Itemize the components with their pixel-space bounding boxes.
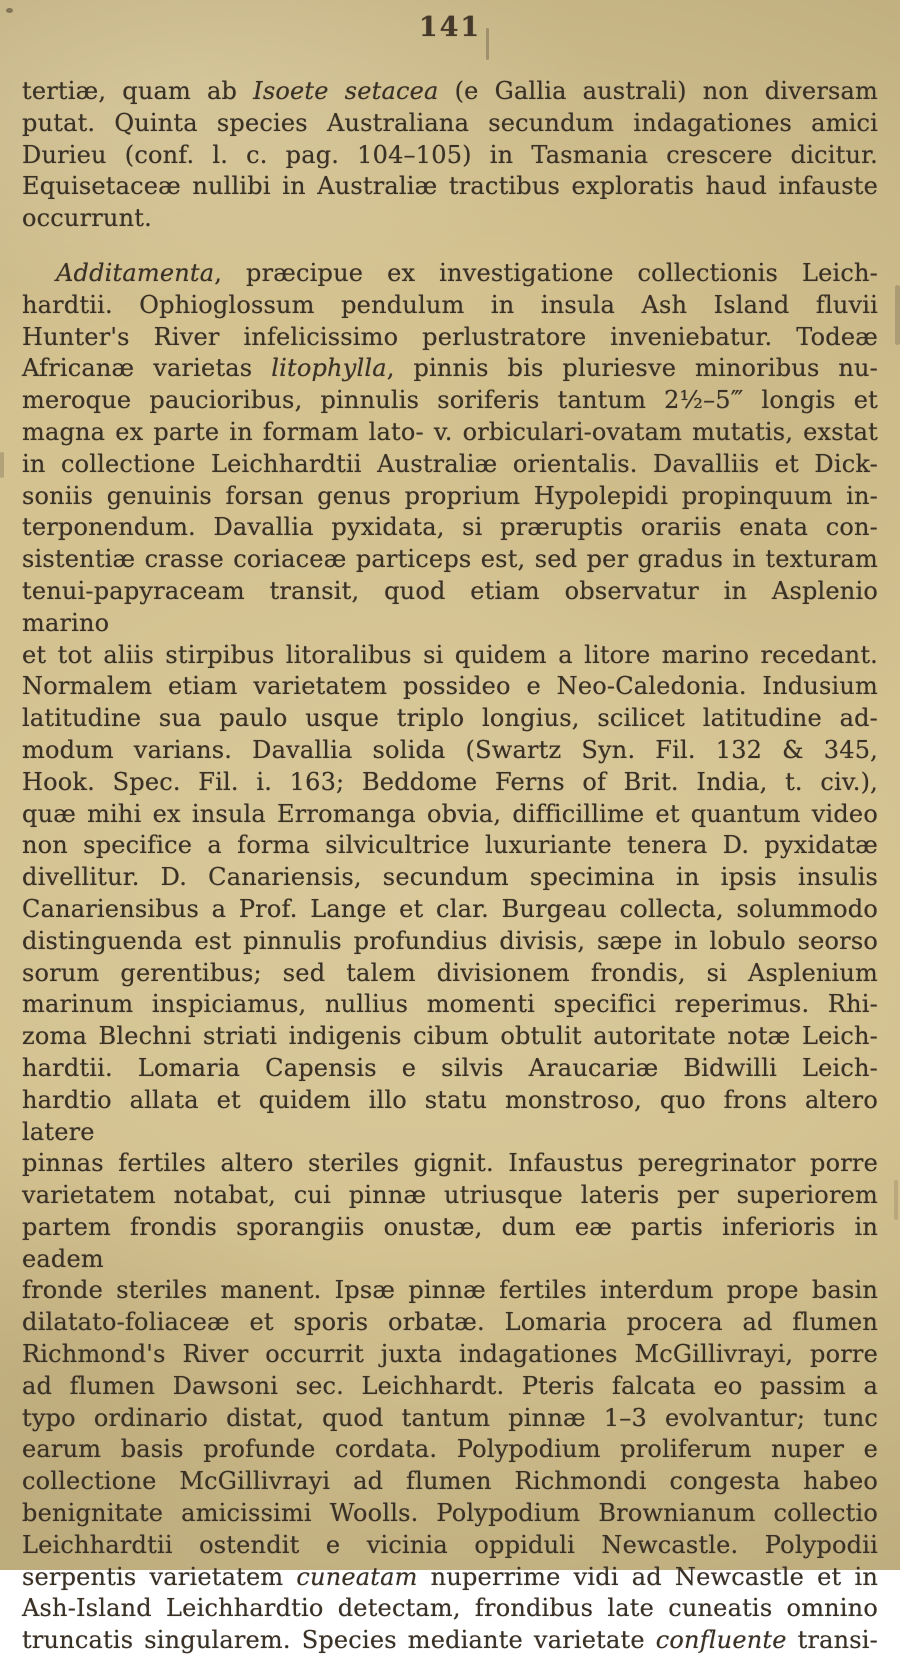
text-line [22, 767, 878, 799]
italic-text: litophylla [271, 354, 387, 383]
text-line [22, 1212, 878, 1276]
text-line [22, 171, 878, 203]
text-line [22, 735, 878, 767]
text-line [22, 703, 878, 735]
text-line [22, 512, 878, 544]
body-text: putat. Quinta species Australiana secundum indagationes amici [22, 108, 878, 137]
body-text: hardtio allata et quidem illo statu monstroso, quo frons altero latere [22, 1085, 878, 1146]
text-line [22, 1371, 878, 1403]
text-line [22, 862, 878, 894]
text-line [22, 926, 878, 958]
paragraph [22, 258, 878, 1657]
page-number: 141 [418, 12, 482, 43]
text-line [22, 1148, 878, 1180]
text-line [22, 1498, 878, 1530]
body-text: Durieu (conf. l. c. pag. 104–105) in Tasmania crescere dicitur. [22, 140, 878, 169]
body-text: truncatis singularem. Species mediante varietate [22, 1626, 656, 1655]
body-text: Hook. Spec. Fil. i. 163; Beddome Ferns of Brit. India, t. civ.), [22, 767, 878, 796]
text-line [22, 385, 878, 417]
body-text: hardtii. Ophioglossum pendulum in insula Ash Island fluvii [22, 290, 878, 319]
text-line [22, 140, 878, 172]
text-line [22, 1530, 878, 1562]
body-text: , præcipue ex investigatione collectionis Leich- [214, 258, 878, 287]
body-text: hardtii. Lomaria Capensis e silvis Araucariæ Bidwilli Leich- [22, 1053, 878, 1082]
body-text: marinum inspiciamus, nullius momenti specifici reperimus. Rhi- [22, 990, 878, 1019]
body-text: latitudine sua paulo usque triplo longius, scilicet latitudine ad- [22, 704, 878, 733]
text-line [22, 353, 878, 385]
body-text: zoma Blechni striati indigenis cibum obtulit autoritate notæ Leich- [22, 1022, 878, 1051]
text-line [22, 830, 878, 862]
body-text: sistentiæ crasse coriaceæ particeps est, sed per gradus in texturam [22, 545, 878, 574]
body-text: varietatem notabat, cui pinnæ utriusque lateris per superiorem [22, 1181, 878, 1210]
text-line [22, 544, 878, 576]
body-text: Richmond's River occurrit juxta indagationes McGillivrayi, porre [22, 1340, 878, 1369]
text-line [22, 290, 878, 322]
text-line [22, 417, 878, 449]
body-text: et tot aliis stirpibus litoralibus si quidem a litore marino recedant. [22, 640, 878, 669]
text-line [22, 258, 878, 290]
text-line [22, 576, 878, 640]
paragraph [22, 76, 878, 235]
body-text: dilatato-foliaceæ et sporis orbatæ. Lomaria procera ad flumen [22, 1308, 878, 1337]
text-line [22, 894, 878, 926]
text-line [22, 76, 878, 108]
text-line [22, 1403, 878, 1435]
text-line [22, 1466, 878, 1498]
text-line [22, 671, 878, 703]
body-text: modum varians. Davallia solida (Swartz Syn. Fil. 132 & 345, [22, 735, 878, 764]
text-line [22, 108, 878, 140]
body-text: in collectione Leichhardtii Australiæ orientalis. Davalliis et Dick- [22, 449, 878, 478]
body-text: Africanæ varietas [22, 354, 272, 383]
body-text: pinnas fertiles altero steriles gignit. Infaustus peregrinator porre [22, 1149, 878, 1178]
body-text: partem frondis sporangiis onustæ, dum eæ partis inferioris in eadem [22, 1212, 878, 1273]
text-line [22, 1021, 878, 1053]
text-line [22, 1275, 878, 1307]
body-text: fronde steriles manent. Ipsæ pinnæ fertiles interdum prope basin [22, 1276, 878, 1305]
text-line [22, 481, 878, 513]
text-line [22, 1593, 878, 1625]
text-line [22, 1339, 878, 1371]
body-text: soniis genuinis forsan genus proprium Hypolepidi propinquum in- [22, 481, 878, 510]
text-line [22, 1625, 878, 1657]
italic-text: cuneatam [296, 1562, 418, 1591]
body-text: quæ mihi ex insula Erromanga obvia, difficillime et quantum video [22, 799, 878, 828]
body-text: Leichhardtii ostendit e vicinia oppiduli Newcastle. Polypodii [22, 1530, 878, 1559]
italic-text: confluente [655, 1626, 787, 1655]
body-text: Ash-Island Leichhardtio detectam, frondibus late cuneatis omnino [22, 1594, 878, 1623]
paper-stain [894, 1180, 898, 1220]
text-line [22, 203, 878, 235]
body-text: Equisetaceæ nullibi in Australiæ tractibus exploratis haud infauste [22, 172, 878, 201]
body-text: Normalem etiam varietatem possideo e Neo-Caledonia. Indusium [22, 672, 878, 701]
body-text: magna ex parte in formam lato- v. orbiculari-ovatam mutatis, exstat [22, 417, 878, 446]
text-line [22, 1085, 878, 1149]
paper-stain [0, 452, 4, 478]
italic-text: Isoete setacea [253, 77, 439, 105]
body-text: transi- [786, 1626, 878, 1655]
text-line [22, 449, 878, 481]
body-text: , pinnis bis pluriesve minoribus nu- [386, 354, 878, 383]
body-text: sorum gerentibus; sed talem divisionem frondis, si Asplenium [22, 958, 878, 987]
body-text: typo ordinario distat, quod tantum pinnæ 1–3 evolvantur; tunc [22, 1403, 878, 1432]
body-text: serpentis varietatem [22, 1562, 297, 1591]
text-line [22, 799, 878, 831]
text-line [22, 1562, 878, 1594]
text-block [22, 76, 878, 1657]
italic-text: Additamenta [56, 258, 215, 287]
body-text: terponendum. Davallia pyxidata, si præruptis orariis enata con- [22, 513, 878, 542]
body-text: tertiæ, quam ab [22, 77, 254, 105]
body-text: tenui-papyraceam transit, quod etiam observatur in Asplenio marino [22, 576, 878, 637]
body-text: non specifice a forma silvicultrice luxuriante tenera D. pyxidatæ [22, 831, 878, 860]
text-line [22, 1307, 878, 1339]
text-line [22, 958, 878, 990]
text-line [22, 1434, 878, 1466]
body-text: divellitur. D. Canariensis, secundum specimina in ipsis insulis [22, 863, 878, 892]
body-text: nuperrime vidi ad Newcastle et in [417, 1562, 879, 1591]
body-text: (e Gallia australi) non diversam [438, 77, 878, 105]
body-text: benignitate amicissimi Woolls. Polypodium Brownianum collectio [22, 1499, 878, 1528]
paper-stain [895, 285, 900, 345]
body-text: distinguenda est pinnulis profundius divisis, sæpe in lobulo seorso [22, 926, 878, 955]
text-line [22, 640, 878, 672]
text-line [22, 322, 878, 354]
body-text: occurrunt. [22, 204, 152, 233]
body-text: Hunter's River infelicissimo perlustratore inveniebatur. Todeæ [22, 322, 878, 351]
text-line [22, 1180, 878, 1212]
body-text: meroque paucioribus, pinnulis soriferis tantum 2½–5‴ longis et [22, 386, 878, 415]
text-line [22, 1053, 878, 1085]
body-text: Canariensibus a Prof. Lange et clar. Burgeau collecta, solummodo [22, 894, 878, 923]
body-text: ad flumen Dawsoni sec. Leichhardt. Pteris falcata eo passim a [22, 1371, 878, 1400]
text-line [22, 989, 878, 1021]
body-text: earum basis profunde cordata. Polypodium proliferum nuper e [22, 1435, 878, 1464]
body-text: collectione McGillivrayi ad flumen Richmondi congesta habeo [22, 1467, 878, 1496]
